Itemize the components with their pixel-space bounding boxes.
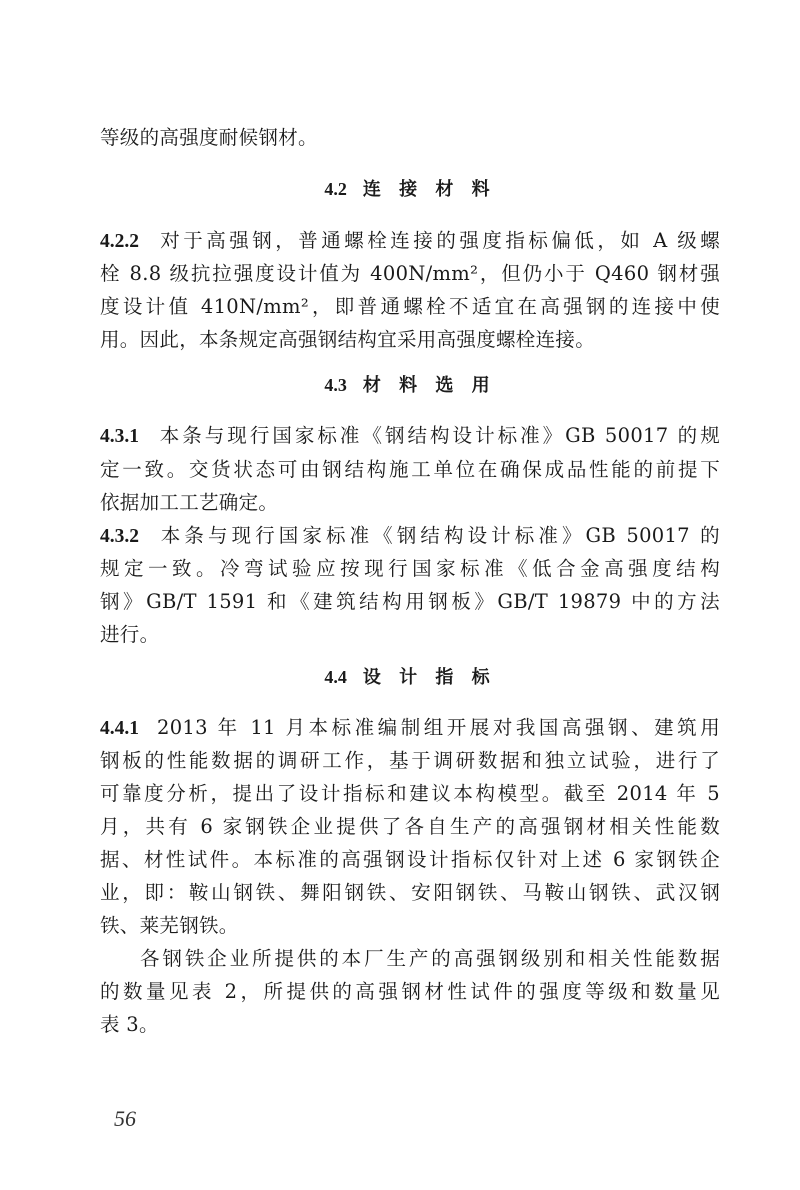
clause-4-3-1-line-1 [100, 421, 720, 452]
text-line: 钢》GB/T 1591 和《建筑结构用钢板》GB/T 19879 中的方法 [100, 590, 720, 613]
section-number: 4.3 [324, 375, 347, 395]
clause-text: 本条与现行国家标准《钢结构设计标准》GB 50017 的规 [157, 424, 720, 447]
text-line: 度设计值 410N/mm²，即普通螺栓不适宜在高强钢的连接中使 [100, 295, 720, 318]
section-number: 4.4 [324, 667, 347, 687]
text-line: 据、材性试件。本标准的高强钢设计指标仅针对上述 6 家钢铁企 [100, 848, 720, 871]
clause-number: 4.3.1 [100, 426, 139, 447]
clause-4-4-1-line-1 [100, 713, 720, 744]
text-line: 钢板的性能数据的调研工作，基于调研数据和独立试验，进行了 [100, 749, 720, 772]
section-title: 设 计 指 标 [362, 667, 496, 688]
text-line: 的数量见表 2，所提供的高强钢材性试件的强度等级和数量见 [100, 980, 720, 1003]
text-line: 业，即：鞍山钢铁、舞阳钢铁、安阳钢铁、马鞍山钢铁、武汉钢 [100, 881, 720, 904]
section-heading-4-4 [100, 662, 720, 693]
text-line: 等级的高强度耐候钢材。 [100, 126, 318, 149]
clause-4-3-2-line-1 [100, 521, 720, 552]
clause-4-2-2-line-1 [100, 226, 720, 257]
text-line: 用。因此，本条规定高强钢结构宜采用高强度螺栓连接。 [100, 328, 596, 351]
section-title: 材 料 选 用 [362, 375, 496, 396]
text-line: 可靠度分析，提出了设计指标和建议本构模型。截至 2014 年 5 [100, 782, 720, 805]
text-line: 栓 8.8 级抗拉强度设计值为 400N/mm²，但仍小于 Q460 钢材强 [100, 262, 720, 285]
section-heading-4-3 [100, 370, 720, 401]
clause-number: 4.3.2 [100, 526, 139, 547]
section-heading-4-2 [100, 174, 720, 205]
clause-text: 对于高强钢，普通螺栓连接的强度指标偏低，如 A 级螺 [157, 229, 720, 252]
section-title: 连 接 材 料 [362, 179, 496, 200]
clause-text: 2013 年 11 月本标准编制组开展对我国高强钢、建筑用 [157, 716, 720, 739]
text-line: 进行。 [100, 623, 160, 646]
clause-number: 4.2.2 [100, 231, 139, 252]
clause-text: 本条与现行国家标准《钢结构设计标准》GB 50017 的 [157, 524, 720, 547]
text-line: 月，共有 6 家钢铁企业提供了各自生产的高强钢材相关性能数 [100, 815, 720, 838]
page-number: 56 [114, 1106, 136, 1131]
text-line: 表 3。 [100, 1013, 159, 1036]
text-line: 规定一致。冷弯试验应按现行国家标准《低合金高强度结构 [100, 557, 720, 580]
section-number: 4.2 [324, 179, 347, 199]
text-line: 铁、莱芜钢铁。 [100, 914, 239, 937]
text-line: 各钢铁企业所提供的本厂生产的高强钢级别和相关性能数据 [140, 947, 720, 970]
text-line: 依据加工工艺确定。 [100, 491, 279, 514]
clause-number: 4.4.1 [100, 718, 139, 739]
text-line: 定一致。交货状态可由钢结构施工单位在确保成品性能的前提下 [100, 458, 720, 481]
